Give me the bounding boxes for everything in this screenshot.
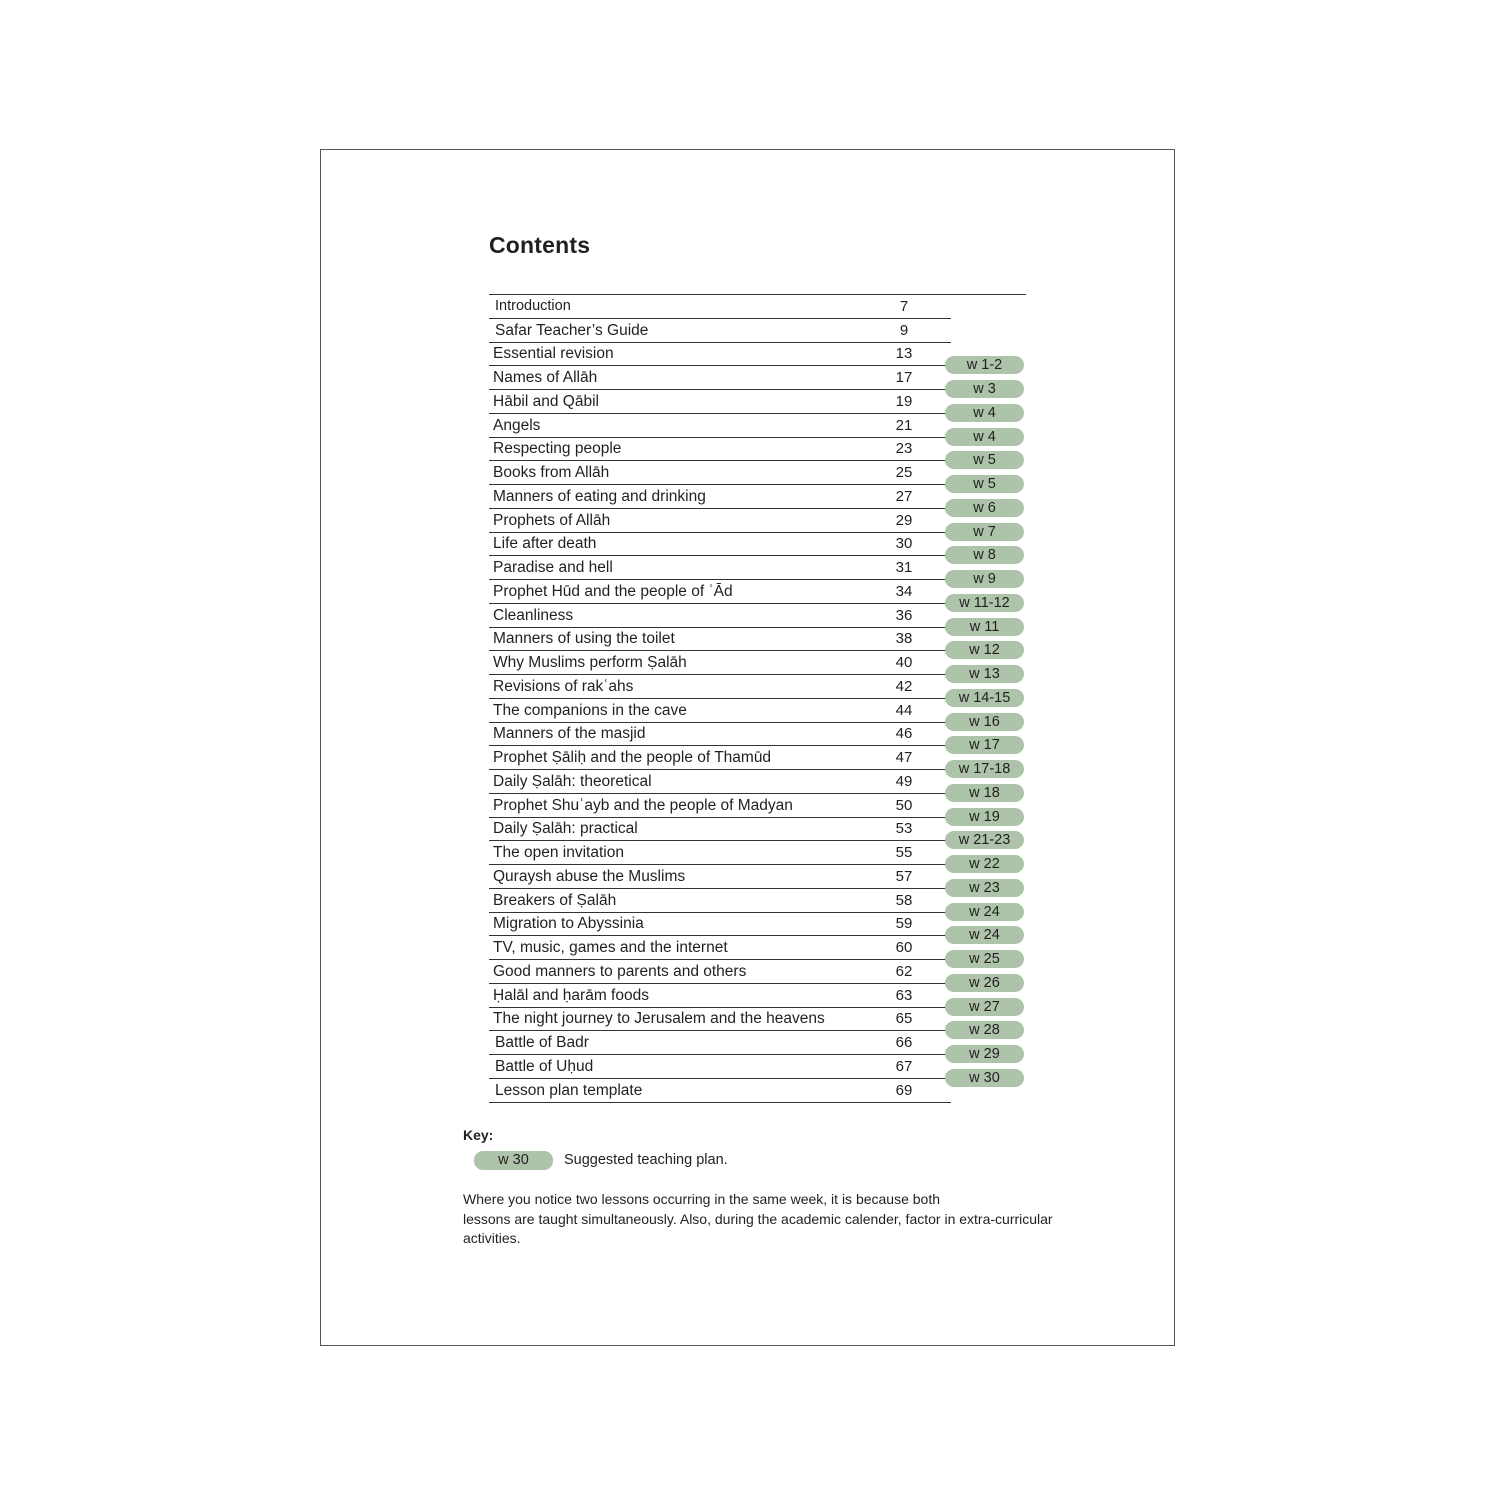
week-pill: w 19 bbox=[945, 808, 1024, 826]
toc-row bbox=[489, 913, 1026, 944]
toc-entry-title: The night journey to Jerusalem and the heavens bbox=[493, 1010, 825, 1028]
toc-entry-title: Ḥalāl and ḥarām foods bbox=[493, 986, 649, 1004]
table-of-contents bbox=[489, 294, 1026, 1103]
toc-entry-title: The companions in the cave bbox=[493, 701, 687, 719]
toc-row bbox=[489, 865, 1026, 896]
toc-page-number: 60 bbox=[895, 939, 913, 956]
toc-row bbox=[489, 604, 1026, 635]
toc-page-number: 13 bbox=[895, 345, 913, 363]
week-pill: w 4 bbox=[945, 404, 1024, 422]
week-pill: w 7 bbox=[945, 523, 1024, 541]
note-line: Where you notice two lessons occurring in the same week, it is because both bbox=[463, 1191, 941, 1207]
toc-entry-title: TV, music, games and the internet bbox=[493, 939, 728, 956]
toc-row bbox=[489, 295, 1026, 319]
week-pill: w 14-15 bbox=[945, 689, 1024, 707]
toc-page-number: 53 bbox=[895, 820, 913, 838]
toc-page-number: 40 bbox=[895, 654, 913, 671]
toc-page-number: 46 bbox=[895, 725, 913, 743]
toc-entry-title: Angels bbox=[493, 416, 541, 434]
toc-row bbox=[489, 1008, 1026, 1039]
week-pill: w 17-18 bbox=[945, 760, 1024, 778]
toc-entry-title: Manners of using the toilet bbox=[493, 630, 675, 648]
note-paragraph bbox=[463, 1190, 1103, 1249]
toc-entry-title: Prophet Hūd and the people of ʿĀd bbox=[493, 582, 733, 600]
toc-entry-title: Daily Ṣalāh: theoretical bbox=[493, 772, 652, 790]
toc-entry-title: Hābil and Qābil bbox=[493, 392, 599, 410]
toc-entry-title: Prophets of Allāh bbox=[493, 511, 611, 529]
toc-entry-title: Prophet Shuʿayb and the people of Madyan bbox=[493, 796, 793, 814]
toc-entry-title: Manners of eating and drinking bbox=[493, 487, 706, 505]
note-line: activities. bbox=[463, 1230, 521, 1246]
week-pill: w 29 bbox=[945, 1045, 1024, 1063]
toc-page-number: 57 bbox=[895, 867, 913, 885]
week-pill: w 24 bbox=[945, 926, 1024, 944]
week-pill: w 18 bbox=[945, 784, 1024, 802]
toc-entry-title: Battle of Uḥud bbox=[495, 1057, 594, 1075]
toc-row bbox=[489, 960, 1026, 991]
toc-page-number: 42 bbox=[895, 677, 913, 695]
toc-entry-title: Good manners to parents and others bbox=[493, 962, 747, 980]
toc-row bbox=[489, 651, 1026, 682]
toc-row bbox=[489, 414, 1026, 445]
toc-page-number: 69 bbox=[895, 1081, 913, 1099]
toc-entry-title: Quraysh abuse the Muslims bbox=[493, 867, 686, 885]
toc-row bbox=[489, 818, 1026, 849]
week-pill: w 1-2 bbox=[945, 356, 1024, 374]
toc-row bbox=[489, 628, 1026, 659]
toc-page-number: 44 bbox=[895, 701, 913, 719]
week-pill: w 21-23 bbox=[945, 831, 1024, 849]
toc-row bbox=[489, 1079, 1026, 1103]
toc-row bbox=[489, 319, 1026, 343]
toc-page-number: 38 bbox=[895, 630, 913, 648]
toc-entry-title: Daily Ṣalāh: practical bbox=[493, 820, 638, 838]
toc-page-number: 55 bbox=[895, 844, 913, 861]
key-heading: Key: bbox=[463, 1127, 494, 1143]
week-pill: w 24 bbox=[945, 903, 1024, 921]
week-pill: w 27 bbox=[945, 998, 1024, 1016]
toc-entry-title: Life after death bbox=[493, 535, 597, 553]
toc-page-number: 9 bbox=[899, 321, 909, 339]
week-pill: w 25 bbox=[945, 950, 1024, 968]
week-pill: w 23 bbox=[945, 879, 1024, 897]
week-pill: w 22 bbox=[945, 855, 1024, 873]
toc-entry-title: Why Muslims perform Ṣalāh bbox=[493, 654, 687, 671]
week-pill: w 3 bbox=[945, 380, 1024, 398]
toc-entry-title: Revisions of rakʿahs bbox=[493, 677, 634, 695]
toc-page-number: 67 bbox=[895, 1057, 913, 1075]
toc-row bbox=[489, 746, 1026, 777]
toc-row bbox=[489, 461, 1026, 492]
toc-page-number: 65 bbox=[895, 1010, 913, 1028]
toc-page-number: 34 bbox=[895, 582, 913, 600]
toc-page-number: 59 bbox=[895, 915, 913, 933]
week-pill: w 12 bbox=[945, 641, 1024, 659]
toc-row bbox=[489, 580, 1026, 611]
toc-entry-title: Manners of the masjid bbox=[493, 725, 646, 743]
toc-row bbox=[489, 366, 1026, 397]
toc-page-number: 29 bbox=[895, 511, 913, 529]
week-pill: w 16 bbox=[945, 713, 1024, 731]
toc-row bbox=[489, 438, 1026, 469]
toc-entry-title: Introduction bbox=[495, 297, 571, 314]
toc-entry-title: Battle of Badr bbox=[495, 1034, 589, 1051]
toc-page-number: 25 bbox=[895, 464, 913, 481]
week-pill: w 6 bbox=[945, 499, 1024, 517]
toc-page-number: 50 bbox=[895, 796, 913, 814]
toc-row bbox=[489, 936, 1026, 967]
key-week-pill: w 30 bbox=[474, 1151, 553, 1170]
week-pill: w 30 bbox=[945, 1069, 1024, 1087]
week-pill: w 5 bbox=[945, 475, 1024, 493]
toc-page-number: 23 bbox=[895, 440, 913, 458]
week-pill: w 5 bbox=[945, 451, 1024, 469]
toc-entry-title: Lesson plan template bbox=[495, 1081, 643, 1099]
toc-entry-title: The open invitation bbox=[493, 844, 624, 861]
toc-entry-title: Respecting people bbox=[493, 440, 622, 458]
week-pill: w 17 bbox=[945, 736, 1024, 754]
toc-page-number: 30 bbox=[895, 535, 913, 553]
page-title: Contents bbox=[489, 232, 591, 258]
toc-page-number: 62 bbox=[895, 962, 913, 980]
toc-entry-title: Books from Allāh bbox=[493, 464, 610, 481]
week-pill: w 26 bbox=[945, 974, 1024, 992]
toc-row bbox=[489, 889, 1026, 920]
week-pill: w 8 bbox=[945, 546, 1024, 564]
week-pill: w 28 bbox=[945, 1021, 1024, 1039]
toc-entry-title: Prophet Ṣāliḥ and the people of Thamūd bbox=[493, 749, 772, 766]
toc-page-number: 7 bbox=[899, 297, 909, 315]
toc-entry-title: Cleanliness bbox=[493, 606, 574, 624]
toc-row bbox=[489, 984, 1026, 1015]
toc-page-number: 17 bbox=[895, 369, 913, 386]
toc-entry-title: Paradise and hell bbox=[493, 559, 613, 576]
toc-row bbox=[489, 556, 1026, 587]
toc-page-number: 58 bbox=[895, 891, 913, 909]
toc-entry-title: Migration to Abyssinia bbox=[493, 915, 644, 933]
toc-row bbox=[489, 509, 1026, 540]
toc-row bbox=[489, 343, 1026, 374]
toc-page-number: 47 bbox=[895, 749, 913, 766]
toc-row bbox=[489, 485, 1026, 516]
toc-row bbox=[489, 390, 1026, 421]
toc-entry-title: Breakers of Ṣalāh bbox=[493, 891, 617, 909]
toc-row bbox=[489, 1031, 1026, 1062]
week-pill: w 4 bbox=[945, 428, 1024, 446]
toc-row bbox=[489, 675, 1026, 706]
toc-row bbox=[489, 770, 1026, 801]
note-line: lessons are taught simultaneously. Also, during the academic calender, factor in extra-curricular bbox=[463, 1210, 1053, 1227]
week-pill: w 9 bbox=[945, 570, 1024, 588]
key-description: Suggested teaching plan. bbox=[564, 1152, 728, 1168]
toc-page-number: 27 bbox=[895, 487, 913, 505]
toc-page-number: 63 bbox=[895, 986, 913, 1004]
toc-row bbox=[489, 533, 1026, 564]
toc-page-number: 49 bbox=[895, 772, 913, 790]
week-pill: w 11-12 bbox=[945, 594, 1024, 612]
toc-page-number: 31 bbox=[895, 559, 913, 576]
toc-row bbox=[489, 841, 1026, 872]
toc-page-number: 66 bbox=[895, 1034, 913, 1051]
toc-entry-title: Names of Allāh bbox=[493, 369, 598, 386]
toc-page-number: 36 bbox=[895, 606, 913, 624]
toc-row bbox=[489, 699, 1026, 730]
week-pill: w 11 bbox=[945, 618, 1024, 636]
toc-page-number: 21 bbox=[895, 416, 913, 434]
toc-row bbox=[489, 723, 1026, 754]
toc-row bbox=[489, 1055, 1026, 1086]
row-divider bbox=[489, 1102, 951, 1103]
toc-entry-title: Safar Teacher’s Guide bbox=[495, 321, 649, 339]
week-pill: w 13 bbox=[945, 665, 1024, 683]
toc-page-number: 19 bbox=[895, 392, 913, 410]
toc-row bbox=[489, 794, 1026, 825]
toc-entry-title: Essential revision bbox=[493, 345, 614, 363]
